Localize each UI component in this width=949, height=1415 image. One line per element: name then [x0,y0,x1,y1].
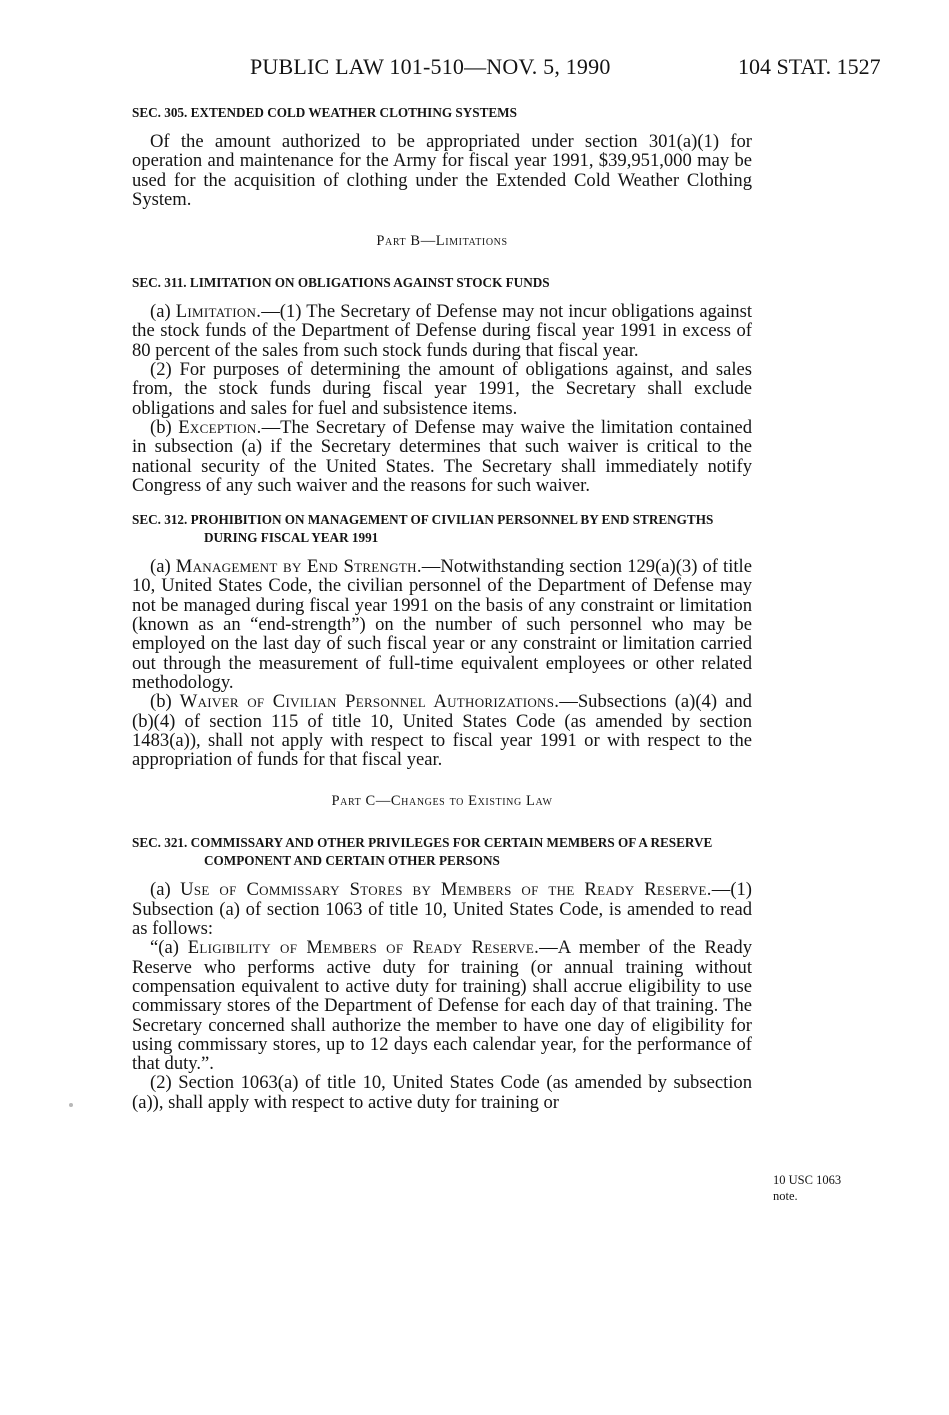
sec-311-subsection-b [132,418,752,495]
sec-321-paragraph-2: (2) Section 1063(a) of title 10, United States Code (as amended by subsection (a)), shall apply with respect to active duty for training or [132,1072,752,1113]
sec-321-heading: SEC. 321. COMMISSARY AND OTHER PRIVILEGES FOR CERTAIN MEMBERS OF A RESERVE COMPONENT AND CERTAIN OTHER PERSONS [132,835,713,869]
sec-311-paragraph-2: (2) For purposes of determining the amount of obligations against, and sales from, the stock funds during fiscal year 1991, the Secretary shall exclude obligations and sales for fuel and subsistence items. [132,359,752,419]
sec-305-paragraph: Of the amount authorized to be appropriated under section 301(a)(1) for operation and maintenance for the Army for fiscal year 1991, $39,951,000 may be used for the acquisition of clothing under the Extended Cold Weather Clothing System. [132,131,752,210]
margin-note-citation: 10 USC 1063 [773,1173,842,1187]
subsection-text: —(1) The Secretary of Defense may not incur obligations against the stock funds of the Department of Defense during fiscal year 1991 in excess of 80 percent of the sales from such stock funds during that fiscal year. [132,301,752,361]
subsection-label: (b) [150,416,179,438]
subsection-label: (a) [150,879,181,901]
subsection-text: —Notwithstanding section 129(a)(3) of title 10, United States Code, the civilian personnel of the Department of Defense may not be managed during fiscal year 1991 on the basis of any constraint or limitation (known as an “end-strength”) on the number of such personnel who may be employed on the last day of such fiscal year or any constraint or limitation carried out through the measurement of full-time equivalent employees or other related methodology. [132,556,752,693]
subsection-text: —The Secretary of Defense may waive the limitation contained in subsection (a) if the Secretary determines that such waiver is critical to the national security of the United States. The Secretary shall immediately notify Congress of any such waiver and the reasons for such waiver. [132,416,752,496]
sec-312-heading: SEC. 312. PROHIBITION ON MANAGEMENT OF CIVILIAN PERSONNEL BY END STRENGTHS DURING FISCAL YEAR 1991 [132,512,714,546]
subsection-text: —A member of the Ready Reserve who performs active duty for training (or annual training without compensation equivalent to active duty for training) shall accrue eligibility to use commissary stores of the Department of Defense for each day of that training. The Secretary concerned shall authorize the member to have one day of eligibility for using commissary stores, up to 12 days each calendar year, for the performance of that duty.”. [132,937,752,1075]
subsection-caption: Limitation. [175,301,262,323]
sec-311-heading: SEC. 311. LIMITATION ON OBLIGATIONS AGAINST STOCK FUNDS [132,275,550,291]
subsection-text: —(1) Subsection (a) of section 1063 of title 10, United States Code, is amended to read as follows: [132,879,752,940]
subsection-label: (a) [150,301,176,323]
subsection-caption: Management by End Strength. [175,556,422,578]
margin-note-suffix: note. [773,1189,798,1203]
sec-305-heading: SEC. 305. EXTENDED COLD WEATHER CLOTHING SYSTEMS [132,105,517,120]
sec-311-subsection-a [132,302,752,360]
subsection-caption: Eligibility of Members of Ready Reserve. [187,937,540,959]
subsection-caption: Exception. [178,416,262,438]
statute-page-number: 104 STAT. 1527 [738,54,881,79]
sec-312-subsection-a [132,557,752,692]
subsection-label: (b) [150,691,180,713]
sec-321-quoted-subsection [132,938,752,1073]
part-b-heading: Part B—Limitations [376,233,508,250]
body-column [132,104,752,1112]
sec-321-subsection-a [132,880,752,938]
subsection-caption: Use of Commissary Stores by Members of the Ready Reserve. [180,879,712,901]
scan-speck [69,1103,73,1107]
margin-note [773,1172,883,1204]
running-header-title: PUBLIC LAW 101-510—NOV. 5, 1990 [250,54,611,79]
subsection-text: —Subsections (a)(4) and (b)(4) of section 115 of title 10, United States Code (as amended by section 1483(a)), shall not apply with respect to fiscal year 1991 or with respect to the appropriation of funds for that fiscal year. [132,691,752,771]
subsection-caption: Waiver of Civilian Personnel Authorizations. [179,691,560,713]
part-c-heading: Part C—Changes to Existing Law [331,793,553,810]
subsection-label: “(a) [150,937,188,959]
sec-312-subsection-b [132,692,752,769]
subsection-label: (a) [150,556,176,578]
